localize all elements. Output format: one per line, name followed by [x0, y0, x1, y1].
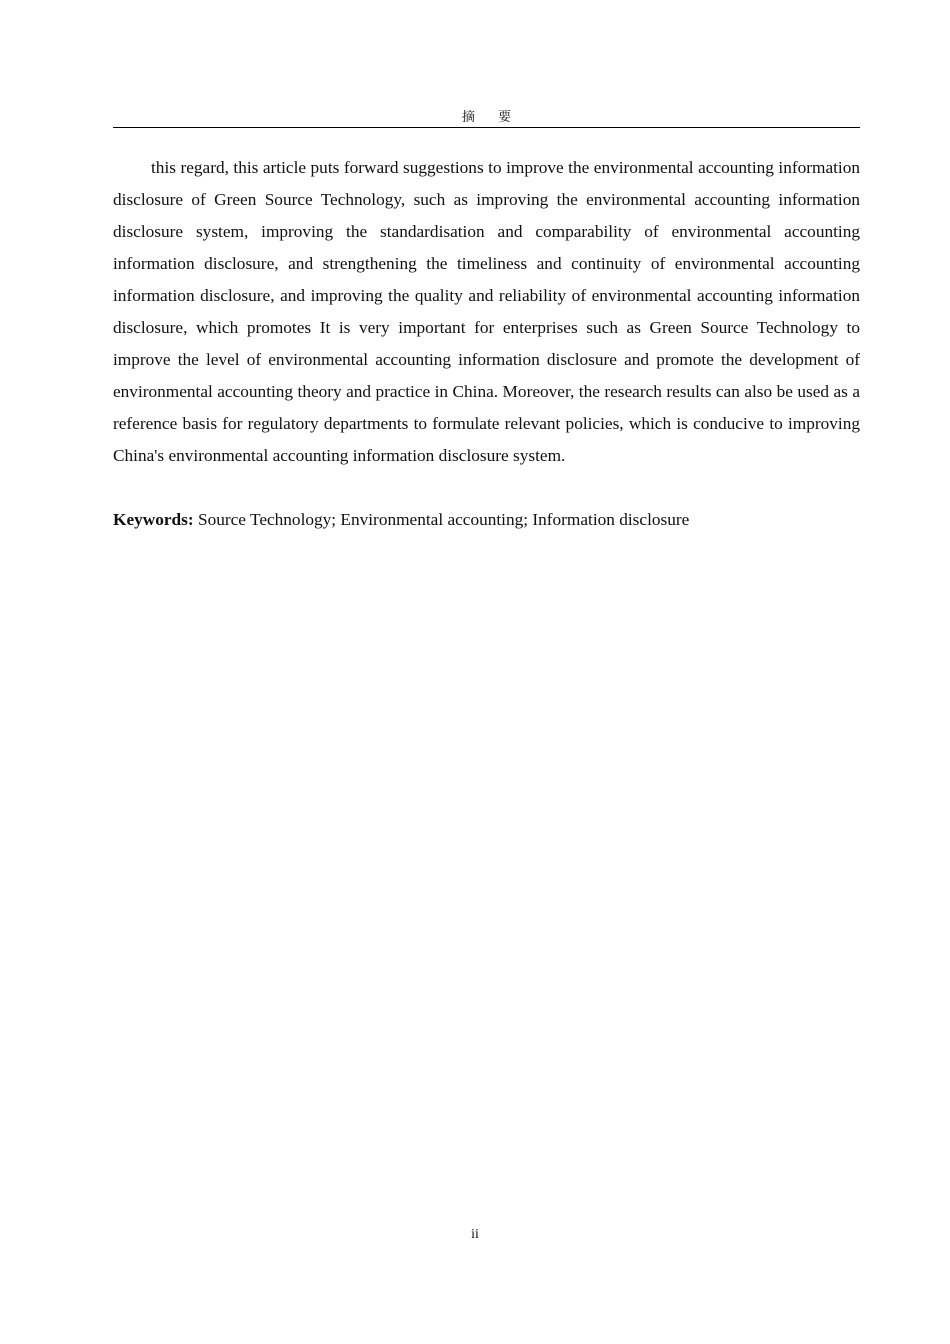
running-header: 摘 要 — [461, 109, 522, 124]
abstract-paragraph: this regard, this article puts forward suggestions to improve the environmental accounting information disclosure of Green Source Technology, such as improving the environmental accounting information disclosure system, improving the standardisation and comparability of environmental accounting information disclosure, and strengthening the timeliness and continuity of environmental accounting information disclosure, and improving the quality and reliability of environmental accounting information disclosure, which promotes It is very important for enterprises such as Green Source Technology to improve the level of environmental accounting information disclosure and promote the development of environmental accounting theory and practice in China. Moreover, the research results can also be used as a reference basis for regulatory departments to formulate relevant policies, which is conducive to improving China's environmental accounting information disclosure system. — [113, 158, 860, 465]
keywords-label: Keywords: — [113, 510, 194, 529]
header-rule — [113, 127, 860, 128]
keywords-text: Source Technology; Environmental accounting; Information disclosure — [197, 510, 690, 529]
abstract-body — [113, 152, 860, 536]
keywords-line — [113, 504, 860, 536]
page-number: ii — [471, 1227, 479, 1242]
